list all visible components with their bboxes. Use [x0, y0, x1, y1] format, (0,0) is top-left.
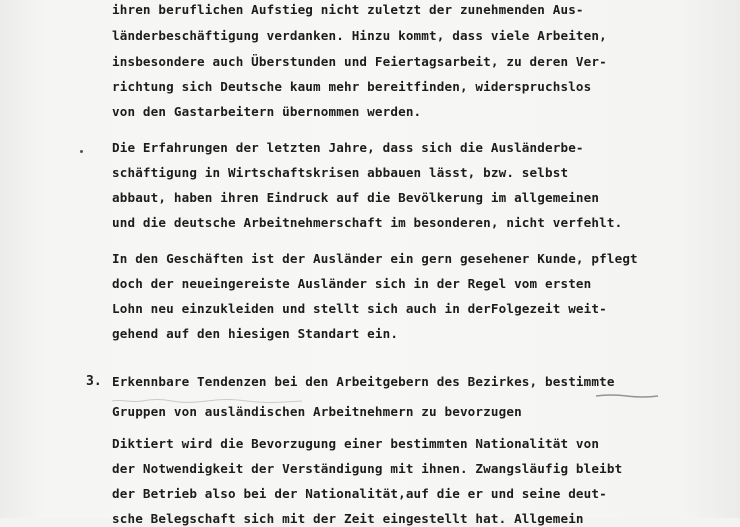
margin-mark — [80, 150, 83, 153]
section-body-line-4: sche Belegschaft sich mit der Zeit eingestellt hat. Allgemein — [112, 511, 584, 526]
paragraph-1-line-2: länderbeschäftigung verdanken. Hinzu kommt, dass viele Arbeiten, — [112, 28, 607, 43]
paragraph-2-line-3: abbaut, haben ihren Eindruck auf die Bevölkerung im allgemeinen — [112, 190, 600, 205]
pen-underline-mark — [596, 394, 658, 398]
section-number: 3. — [86, 374, 102, 389]
paragraph-1-line-5: von den Gastarbeitern übernommen werden. — [112, 104, 422, 119]
paragraph-2-line-4: und die deutsche Arbeitnehmerschaft im besonderen, nicht verfehlt. — [112, 215, 623, 230]
paragraph-2-line-2: schäftigung in Wirtschaftskrisen abbauen lässt, bzw. selbst — [112, 165, 569, 180]
paragraph-1-line-3: insbesondere auch Überstunden und Feiertagsarbeit, zu deren Ver- — [112, 54, 607, 69]
paragraph-3-line-1: In den Geschäften ist der Ausländer ein gern gesehener Kunde, pflegt — [112, 251, 638, 266]
paragraph-2-line-1: Die Erfahrungen der letzten Jahre, dass sich die Ausländerbe- — [112, 140, 584, 155]
paragraph-3-line-4: gehend auf den hiesigen Standart ein. — [112, 326, 399, 341]
section-heading-line-1: Erkennbare Tendenzen bei den Arbeitgebern des Bezirkes, bestimmte — [112, 374, 615, 389]
section-body-line-3: der Betrieb also bei der Nationalität,auf die er und seine deut- — [112, 486, 607, 501]
paragraph-3-line-3: Lohn neu einzukleiden und stellt sich auch in derFolgezeit weit- — [112, 301, 607, 316]
section-body-line-1: Diktiert wird die Bevorzugung einer bestimmten Nationalität von — [112, 436, 600, 451]
paragraph-3-line-2: doch der neueingereiste Ausländer sich in der Regel vom ersten — [112, 276, 592, 291]
paragraph-1-line-1: ihren beruflichen Aufstieg nicht zuletzt der zunehmenden Aus- — [112, 2, 584, 17]
section-heading-line-2: Gruppen von ausländischen Arbeitnehmern zu bevorzugen — [112, 404, 522, 419]
section-body-line-2: der Notwendigkeit der Verständigung mit ihnen. Zwangsläufig bleibt — [112, 461, 623, 476]
paragraph-1-line-4: richtung sich Deutsche kaum mehr bereitfinden, widerspruchslos — [112, 79, 592, 94]
